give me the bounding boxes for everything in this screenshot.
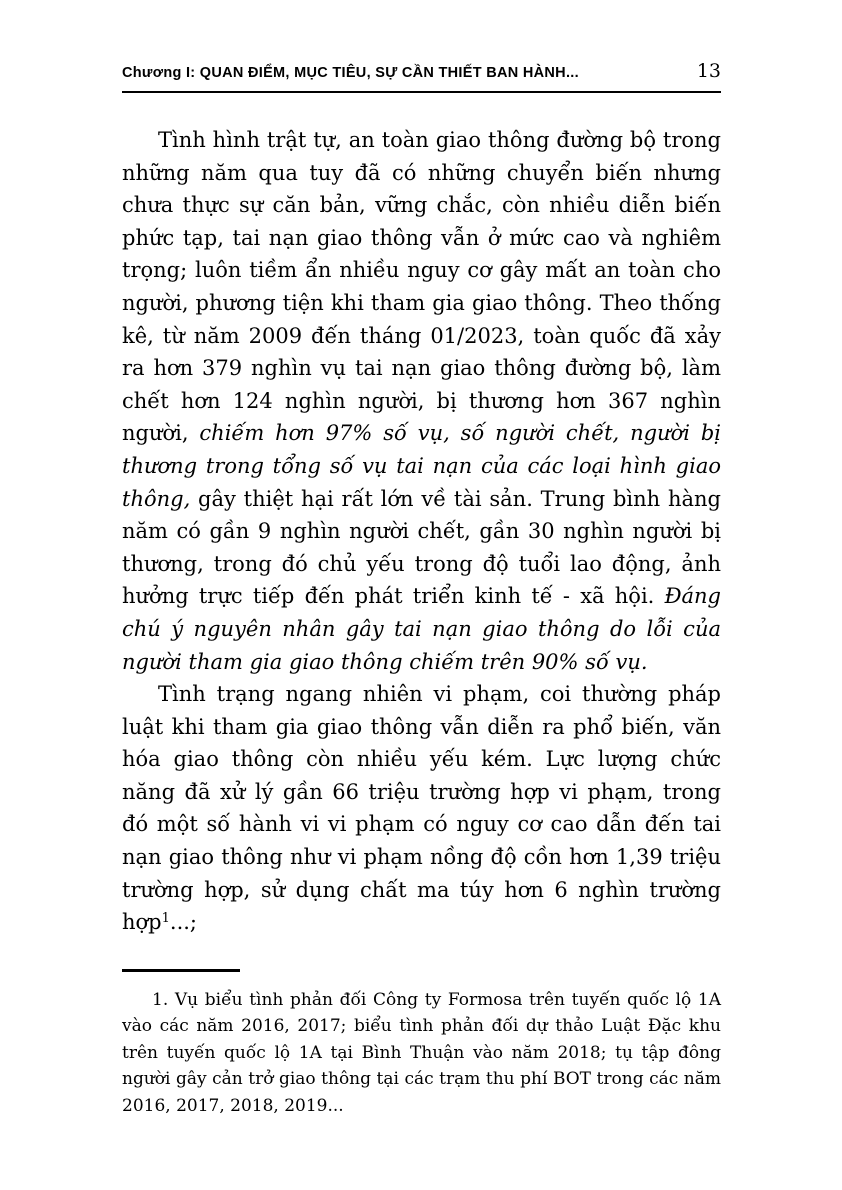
footnote-text: 1. Vụ biểu tình phản đối Công ty Formosa trên tuyến quốc lộ 1A vào các năm 2016, 2017; biểu tình phản đối dự thảo Luật Đặc khu trên tuyến quốc lộ 1A tại Bình Thuận vào năm 2018; tụ tập đông người gây cản trở giao thông tại các trạm thu phí BOT trong các năm 2016, 2017, 2018, 2019... [122,989,721,1116]
body-run: Tình trạng ngang nhiên vi phạm, coi thường pháp luật khi tham gia giao thông vẫn diễn ra phổ biến, văn hóa giao thông còn nhiều yếu kém. Lực lượng chức năng đã xử lý gần 66 triệu trường hợp vi phạm, trong đó một số hành vi vi phạm có nguy cơ cao dẫn đến tai nạn giao thông như vi phạm nồng độ cồn hơn 1,39 triệu trường hợp, sử dụng chất ma túy hơn 6 nghìn trường hợp [122,682,721,935]
emphasized-text: Đáng chú ý nguyên nhân gây tai nạn giao thông do lỗi của người tham gia giao thông chiếm trên 90% số vụ. [122,584,721,674]
emphasized-text: chiếm hơn 97% số vụ, số người chết, người bị thương trong tổng số vụ tai nạn của các loại hình giao thông, [122,421,721,511]
footnote-reference: 1 [161,911,170,927]
paragraph [122,678,721,939]
page-header [122,60,721,82]
footnote-separator [122,969,240,972]
body-run: gây thiệt hại rất lớn về tài sản. Trung bình hàng năm có gần 9 nghìn người chết, gần 30 nghìn người bị thương, trong đó chủ yếu trong độ tuổi lao động, ảnh hưởng trực tiếp đến phát triển kinh tế - xã hội. [122,486,721,609]
body-text [122,124,721,939]
body-run: Tình hình trật tự, an toàn giao thông đường bộ trong những năm qua tuy đã có những chuyển biến nhưng chưa thực sự căn bản, vững chắc, còn nhiều diễn biến phức tạp, tai nạn giao thông vẫn ở mức cao và nghiêm trọng; luôn tiềm ẩn nhiều nguy cơ gây mất an toàn cho người, phương tiện khi tham gia giao thông. Theo thống kê, từ năm 2009 đến tháng 01/2023, toàn quốc đã xảy ra hơn 379 nghìn vụ tai nạn giao thông đường bộ, làm chết hơn 124 nghìn người, bị thương hơn 367 nghìn người, [122,128,721,446]
running-title: Chương I: QUAN ĐIỂM, MỤC TIÊU, SỰ CẦN THIẾT BAN HÀNH... [122,65,579,81]
body-run: ...; [169,910,198,935]
paragraph [122,124,721,678]
page-number: 13 [696,60,721,82]
header-rule [122,91,721,93]
